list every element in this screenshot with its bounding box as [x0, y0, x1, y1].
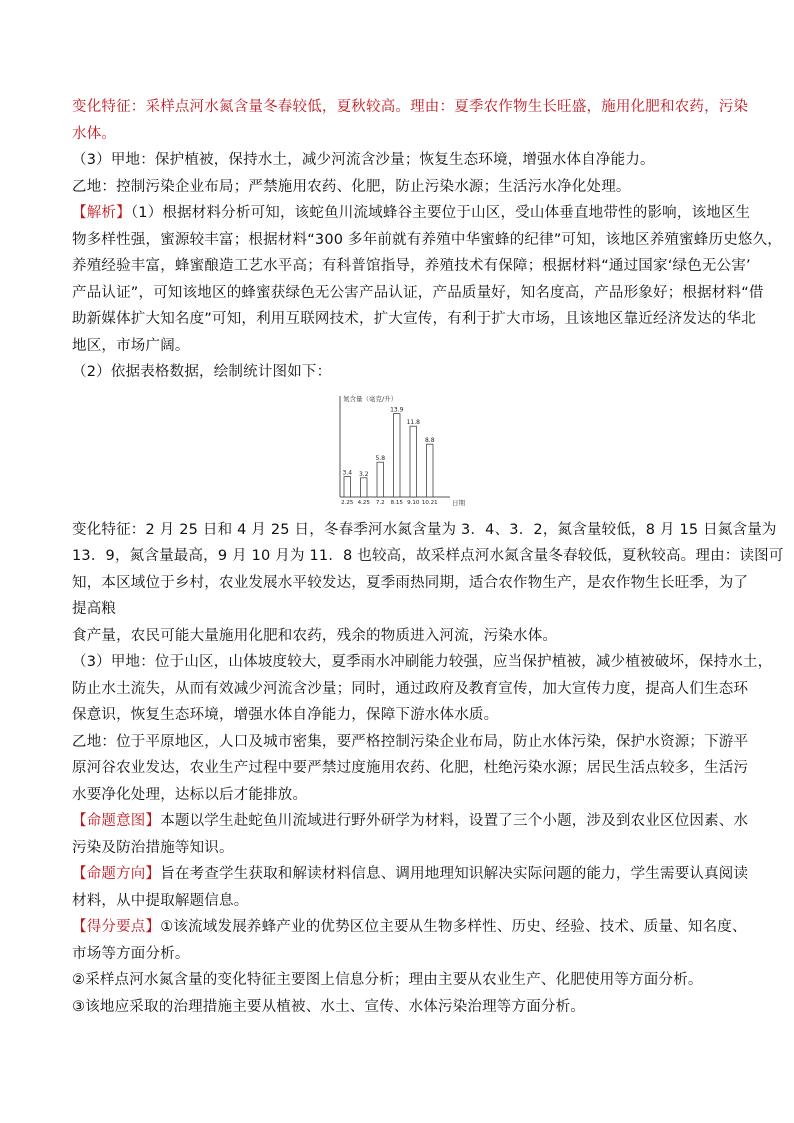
analysis2-line-9: 乙地：位于平原地区，人口及城市密集，要严格控制污染企业布局，防止水体污染，保护水资源；下游平 — [72, 733, 749, 750]
points-line-3: ②采样点河水氮含量的变化特征主要图上信息分析；理由主要从农业生产、化肥使用等方面分析。 — [72, 972, 703, 988]
analysis-line-5: 助新媒体扩大知名度”可知，利用互联网技术，扩大宣传，有利于扩大市场，且该地区靠近经济发达的华北 — [72, 311, 756, 327]
direction-tag: 【命题方向】 — [72, 866, 161, 882]
analysis-line-4: 产品认证”，可知该地区的蜂蜜获绿色无公害产品认证，产品质量好，知名度高，产品形象好；根据材料“借 — [72, 284, 764, 301]
bar-value-label: 8.8 — [424, 436, 435, 444]
y-axis-label: 氮含量（毫克/升） — [343, 394, 398, 403]
analysis2-line-6: （3）甲地：位于山区，山体坡度较大，夏季雨水冲刷能力较强，应当保护植被，减少植被破坏，保持水土， — [72, 654, 773, 670]
analysis-tag: 【解析】 — [72, 205, 131, 221]
intent-line-2: 污染及防治措施等知识。 — [72, 839, 234, 856]
x-tick-label: 9.10 — [407, 499, 420, 506]
analysis2-line-8: 保意识，恢复生态环境，增强水体自净能力，保障下游水体水质。 — [72, 707, 499, 723]
points-line-4: ③该地应采取的治理措施主要从植被、水土、宣传、水体污染治理等方面分析。 — [72, 998, 585, 1015]
chart-container — [72, 388, 724, 513]
answer-line-1: 变化特征：采样点河水氮含量冬春较低，夏秋较高。理由：夏季农作物生长旺盛，施用化肥和农药，污染 — [72, 99, 749, 115]
points-text-1: ①该流域发展养蜂产业的优势区位主要从生物多样性、历史、经验、技术、质量、知名度、 — [160, 919, 747, 935]
points-line-1 — [72, 914, 747, 941]
answer-line-3: （3）甲地：保护植被，保持水土，减少河流含沙量；恢复生态环境，增强水体自净能力。 — [72, 152, 655, 168]
bar-value-label: 5.8 — [375, 454, 386, 462]
analysis-line-2: 物多样性强，蜜源较丰富；根据材料“300 多年前就有养殖中华蜜蜂的纪律”可知，该地区养殖蜜蜂历史悠久， — [72, 231, 783, 248]
bar-value-label: 3.2 — [358, 470, 369, 478]
answer-line-2: 水体。 — [72, 125, 117, 142]
direction-text-1: 旨在考查学生获取和解读材料信息、调用地理知识解决实际问题的能力，学生需要认真阅读 — [160, 866, 749, 882]
analysis-line-6: 地区，市场广阔。 — [72, 337, 190, 354]
bar-value-label: 13.9 — [390, 406, 404, 414]
analysis2-line-4: 提高粮 — [72, 601, 117, 617]
direction-line-2: 材料，从中提取解题信息。 — [72, 892, 249, 909]
x-tick-label: 10.21 — [421, 499, 438, 506]
bar-7.2 — [377, 462, 384, 497]
analysis2-line-11: 水要净化处理，达标以后才能排放。 — [72, 786, 308, 803]
intent-text-1: 本题以学生赴蛇鱼川流域进行野外研学为材料，设置了三个小题，涉及到农业区位因素、水 — [160, 813, 749, 829]
x-tick-label: 2.25 — [341, 499, 354, 506]
analysis-line-1 — [72, 200, 751, 227]
bar-value-label: 11.8 — [406, 418, 420, 426]
bar-value-label: 3.4 — [342, 469, 353, 477]
analysis-text-1: （1）根据材料分析可知，该蛇鱼川流域蜂谷主要位于山区，受山体垂直地带性的影响，该地区生 — [130, 205, 751, 221]
document-page — [72, 94, 784, 1020]
analysis2-line-10: 原河谷农业发达，农业生产过程中要严禁过度施用农药、化肥，杜绝污染水源；居民生活点较多，生活污 — [72, 760, 749, 776]
bar-8.15 — [394, 413, 401, 496]
analysis2-line-2: 13．9，氮含量最高，9 月 10 月为 11．8 也较高，故采样点河水氮含量冬春较低，夏秋较高。理由：读图可 — [72, 548, 784, 564]
x-tick-label: 4.25 — [357, 499, 370, 506]
analysis2-line-5: 食产量，农民可能大量施用化肥和农药，残余的物质进入河流，污染水体。 — [72, 627, 558, 644]
x-axis-label: 日期 — [452, 498, 465, 507]
analysis2-line-3: 知，本区域位于乡村，农业发展水平较发达，夏季雨热同期，适合农作物生产，是农作物生长旺季，为了 — [72, 574, 749, 591]
bar-4.25 — [361, 477, 368, 496]
bar-10.21 — [427, 444, 434, 497]
analysis-line-3: 养殖经验丰富，蜂蜜酿造工艺水平高；有科普馆指导，养殖技术有保障；根据材料“通过国家‘绿色无公害’ — [72, 258, 751, 274]
intent-tag: 【命题意图】 — [72, 813, 161, 829]
points-tag: 【得分要点】 — [72, 919, 161, 935]
answer-line-4: 乙地：控制污染企业布局；严禁施用农药、化肥，防止污染水源；生活污水净化处理。 — [72, 178, 631, 195]
bar-9.10 — [410, 426, 417, 497]
bar-2.25 — [344, 476, 351, 496]
x-tick-label: 7.2 — [375, 499, 385, 506]
points-line-2: 市场等方面分析。 — [72, 945, 190, 962]
analysis-line-7: （2）依据表格数据，绘制统计图如下： — [72, 364, 332, 380]
analysis2-line-1: 变化特征：2 月 25 日和 4 月 25 日，冬春季河水氮含量为 3．4、3．2，氮含量较低，8 月 15 日氮含量为 — [72, 521, 777, 538]
intent-line-1 — [72, 808, 749, 835]
analysis2-line-7: 防止水土流失，从而有效减少河流含沙量；同时，通过政府及教育宣传，加大宣传力度，提高人们生态环 — [72, 680, 749, 697]
direction-line-1 — [72, 861, 749, 888]
x-tick-label: 8.15 — [390, 499, 403, 506]
bars-group — [341, 406, 438, 505]
nitrogen-bar-chart — [72, 388, 724, 513]
